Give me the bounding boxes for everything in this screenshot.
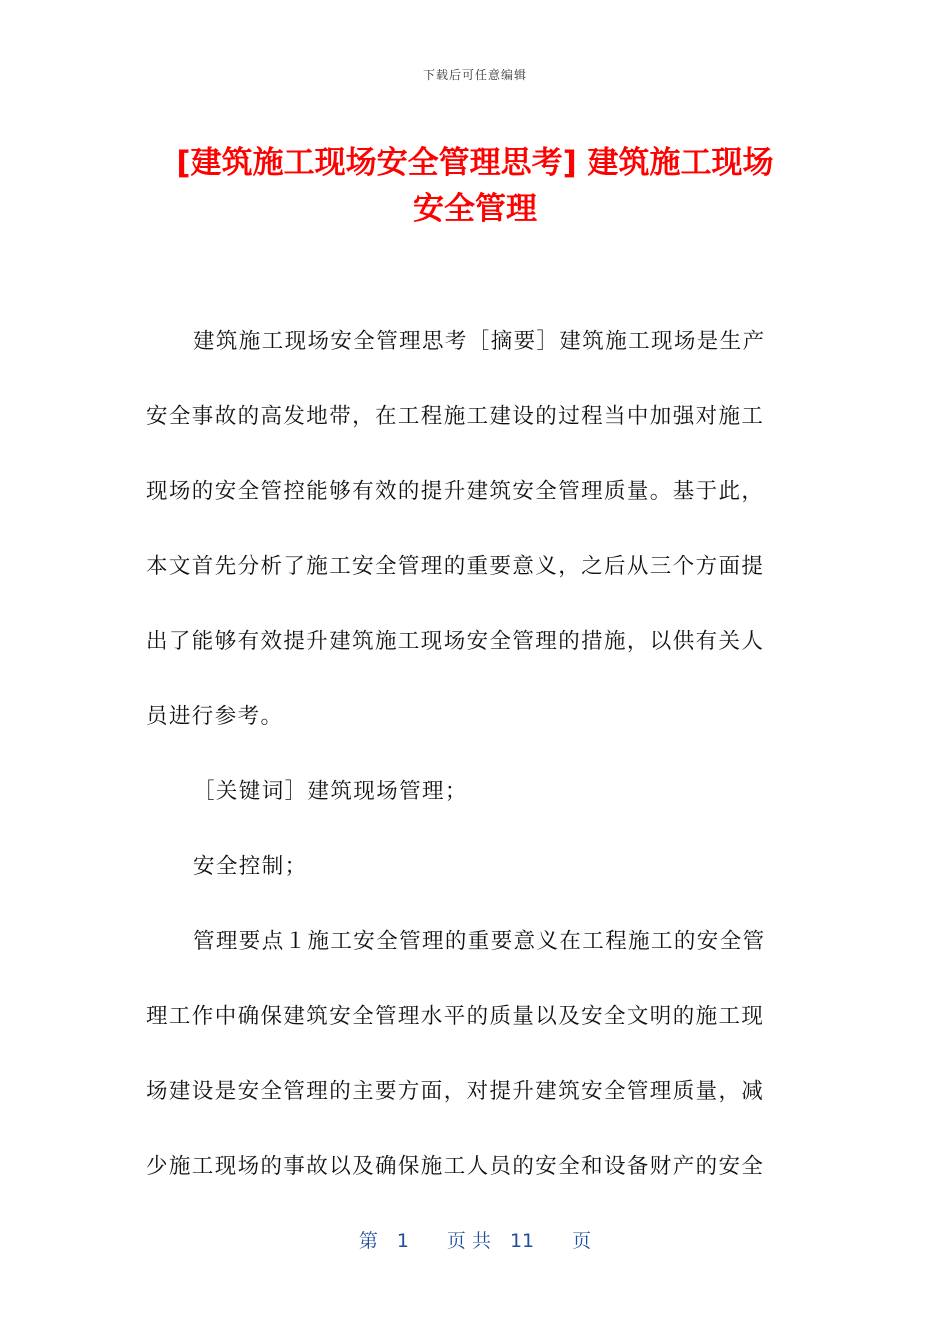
body-line: 员进行参考。 [146,704,284,729]
document-title-line-1: [建筑施工现场安全管理思考] 建筑施工现场 [176,145,774,181]
body-line: 安全事故的高发地带，在工程施工建设的过程当中加强对施工 [146,404,765,429]
body-line: 管理要点１施工安全管理的重要意义在工程施工的安全管 [193,929,766,954]
document-title [120,140,830,232]
document-body [146,320,796,1220]
document-title-line-2: 安全管理 [413,191,537,227]
page-header-note: 下载后可任意编辑 [422,68,527,82]
keywords-line: ［关键词］建筑现场管理； [193,779,468,804]
body-line: 本文首先分析了施工安全管理的重要意义，之后从三个方面提 [146,554,765,579]
body-line: 理工作中确保建筑安全管理水平的质量以及安全文明的施工现 [146,1004,765,1029]
body-line: 场建设是安全管理的主要方面，对提升建筑安全管理质量，减 [146,1079,765,1104]
body-line: 少施工现场的事故以及确保施工人员的安全和设备财产的安全 [146,1154,765,1179]
body-line: 安全控制； [193,854,308,879]
body-line: 出了能够有效提升建筑施工现场安全管理的措施，以供有关人 [146,629,765,654]
body-line: 现场的安全管控能够有效的提升建筑安全管理质量。基于此， [146,479,765,504]
page-number-footer: 第 1 页 共 11 页 [358,1230,592,1252]
body-line: 建筑施工现场安全管理思考［摘要］建筑施工现场是生产 [193,329,766,354]
